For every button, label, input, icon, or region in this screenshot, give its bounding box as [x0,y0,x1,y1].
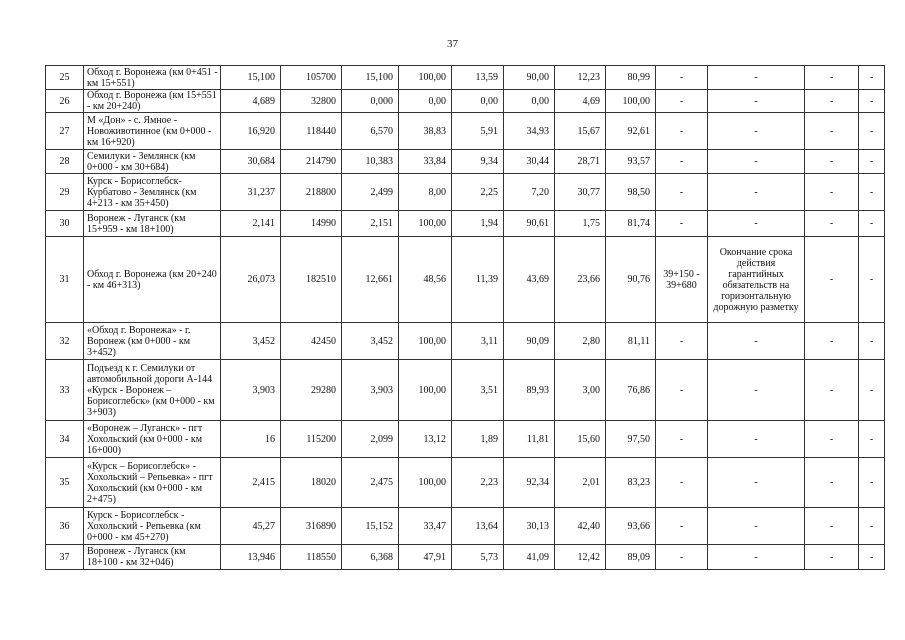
table-row [46,508,885,545]
cell-c12: - [859,174,885,211]
cell-c5: 1,94 [452,211,504,237]
cell-c9: - [656,508,708,545]
cell-c12: - [859,237,885,323]
cell-c4: 47,91 [399,545,452,570]
cell-c11: - [805,211,859,237]
cell-c12: - [859,113,885,150]
road-name: «Обход г. Воронежа» - г. Воронеж (км 0+000 - км 3+452) [84,323,221,360]
cell-c12: - [859,458,885,508]
cell-c1: 13,946 [221,545,281,570]
cell-c1: 3,452 [221,323,281,360]
cell-c1: 30,684 [221,150,281,174]
cell-c12: - [859,421,885,458]
cell-c5: 1,89 [452,421,504,458]
row-number: 27 [46,113,84,150]
cell-c7: 2,01 [555,458,606,508]
cell-c4: 48,56 [399,237,452,323]
cell-c4: 0,00 [399,90,452,113]
cell-c8: 76,86 [606,360,656,421]
cell-c11: - [805,90,859,113]
cell-c2: 115200 [281,421,342,458]
cell-c12: - [859,508,885,545]
cell-c11: - [805,113,859,150]
cell-c8: 100,00 [606,90,656,113]
cell-c11: - [805,421,859,458]
cell-c3: 15,100 [342,66,399,90]
cell-c8: 97,50 [606,421,656,458]
cell-c1: 45,27 [221,508,281,545]
cell-c11: - [805,66,859,90]
cell-c8: 81,74 [606,211,656,237]
table-row [46,150,885,174]
row-number: 31 [46,237,84,323]
cell-c12: - [859,66,885,90]
row-number: 26 [46,90,84,113]
cell-c1: 16,920 [221,113,281,150]
cell-c3: 15,152 [342,508,399,545]
cell-c3: 2,099 [342,421,399,458]
cell-c10: - [708,174,805,211]
cell-c10: - [708,150,805,174]
cell-c5: 2,25 [452,174,504,211]
cell-c2: 42450 [281,323,342,360]
cell-c5: 2,23 [452,458,504,508]
cell-c11: - [805,323,859,360]
cell-c8: 92,61 [606,113,656,150]
cell-c11: - [805,508,859,545]
row-number: 33 [46,360,84,421]
cell-c3: 6,368 [342,545,399,570]
cell-c5: 9,34 [452,150,504,174]
cell-c9: - [656,545,708,570]
cell-c9: - [656,421,708,458]
cell-c4: 38,83 [399,113,452,150]
cell-c10: - [708,360,805,421]
cell-c8: 81,11 [606,323,656,360]
table-row [46,421,885,458]
cell-c10: - [708,545,805,570]
cell-c2: 118440 [281,113,342,150]
cell-km-range: 39+150 - 39+680 [656,237,708,323]
cell-c11: - [805,545,859,570]
cell-c8: 89,09 [606,545,656,570]
row-number: 35 [46,458,84,508]
cell-c10: - [708,458,805,508]
cell-c3: 3,452 [342,323,399,360]
cell-c2: 14990 [281,211,342,237]
cell-c5: 13,64 [452,508,504,545]
cell-c8: 93,57 [606,150,656,174]
table-row [46,66,885,90]
cell-c1: 31,237 [221,174,281,211]
cell-c11: - [805,150,859,174]
cell-c1: 16 [221,421,281,458]
cell-c7: 30,77 [555,174,606,211]
table-row [46,211,885,237]
cell-c3: 10,383 [342,150,399,174]
cell-c6: 90,61 [504,211,555,237]
cell-c3: 12,661 [342,237,399,323]
road-name: Воронеж - Луганск (км 18+100 - км 32+046) [84,545,221,570]
cell-c1: 15,100 [221,66,281,90]
cell-c9: - [656,150,708,174]
cell-c5: 0,00 [452,90,504,113]
table-row [46,360,885,421]
road-name: Обход г. Воронежа (км 15+551 - км 20+240) [84,90,221,113]
cell-c7: 15,67 [555,113,606,150]
cell-c9: - [656,66,708,90]
cell-c11: - [805,360,859,421]
cell-c8: 93,66 [606,508,656,545]
cell-c1: 2,141 [221,211,281,237]
cell-c7: 1,75 [555,211,606,237]
cell-c2: 18020 [281,458,342,508]
cell-note: Окончание срока действия гарантийных обязательств на горизонтальную дорожную разметку [708,237,805,323]
cell-c6: 92,34 [504,458,555,508]
cell-c4: 100,00 [399,458,452,508]
road-name: Курск - Борисоглебск - Хохольский - Репьевка (км 0+000 - км 45+270) [84,508,221,545]
page-number: 37 [447,38,458,50]
cell-c4: 100,00 [399,360,452,421]
table-row [46,90,885,113]
row-number: 36 [46,508,84,545]
table-row [46,113,885,150]
cell-c6: 30,44 [504,150,555,174]
cell-c1: 2,415 [221,458,281,508]
cell-c2: 214790 [281,150,342,174]
table-row [46,174,885,211]
cell-c12: - [859,323,885,360]
road-name: М «Дон» - с. Ямное - Новоживотинное (км 0+000 - км 16+920) [84,113,221,150]
cell-c12: - [859,545,885,570]
cell-c6: 34,93 [504,113,555,150]
cell-c10: - [708,211,805,237]
cell-c6: 7,20 [504,174,555,211]
cell-c2: 118550 [281,545,342,570]
cell-c3: 2,499 [342,174,399,211]
cell-c12: - [859,211,885,237]
row-number: 30 [46,211,84,237]
row-number: 25 [46,66,84,90]
cell-c5: 3,11 [452,323,504,360]
cell-c9: - [656,113,708,150]
cell-c2: 316890 [281,508,342,545]
cell-c10: - [708,90,805,113]
cell-c3: 3,903 [342,360,399,421]
cell-c3: 6,570 [342,113,399,150]
table-body [46,66,885,570]
cell-c5: 11,39 [452,237,504,323]
cell-c9: - [656,174,708,211]
road-name: «Курск – Борисоглебск» - Хохольский – Репьевка» - пгт Хохольский (км 0+000 - км 2+475) [84,458,221,508]
row-number: 29 [46,174,84,211]
cell-c4: 100,00 [399,66,452,90]
road-name: Обход г. Воронежа (км 20+240 - км 46+313) [84,237,221,323]
cell-c3: 0,000 [342,90,399,113]
cell-c8: 90,76 [606,237,656,323]
cell-c10: - [708,508,805,545]
cell-c11: - [805,458,859,508]
cell-c6: 41,09 [504,545,555,570]
cell-c12: - [859,360,885,421]
row-number: 28 [46,150,84,174]
cell-c7: 28,71 [555,150,606,174]
cell-c7: 12,23 [555,66,606,90]
cell-c4: 8,00 [399,174,452,211]
cell-c10: - [708,323,805,360]
cell-c2: 182510 [281,237,342,323]
cell-c2: 29280 [281,360,342,421]
cell-c2: 32800 [281,90,342,113]
road-name: Воронеж - Луганск (км 15+959 - км 18+100) [84,211,221,237]
table-row [46,458,885,508]
cell-c7: 4,69 [555,90,606,113]
cell-c9: - [656,90,708,113]
cell-c4: 13,12 [399,421,452,458]
table-row [46,237,885,323]
cell-c9: - [656,458,708,508]
cell-c7: 12,42 [555,545,606,570]
row-number: 34 [46,421,84,458]
cell-c4: 100,00 [399,323,452,360]
cell-c7: 42,40 [555,508,606,545]
table-row [46,323,885,360]
road-name: «Воронеж – Луганск» - пгт Хохольский (км 0+000 - км 16+000) [84,421,221,458]
cell-c9: - [656,211,708,237]
cell-c11: - [805,237,859,323]
cell-c5: 5,91 [452,113,504,150]
cell-c2: 105700 [281,66,342,90]
cell-c5: 5,73 [452,545,504,570]
road-condition-table [45,65,885,570]
cell-c12: - [859,90,885,113]
row-number: 37 [46,545,84,570]
cell-c7: 15,60 [555,421,606,458]
cell-c4: 33,47 [399,508,452,545]
cell-c1: 4,689 [221,90,281,113]
cell-c10: - [708,113,805,150]
row-number: 32 [46,323,84,360]
cell-c6: 0,00 [504,90,555,113]
road-name: Подъезд к г. Семилуки от автомобильной дороги А-144 «Курск - Воронеж – Борисоглебск» (км 0+000 - км 3+903) [84,360,221,421]
cell-c9: - [656,360,708,421]
cell-c6: 90,00 [504,66,555,90]
cell-c10: - [708,66,805,90]
cell-c6: 89,93 [504,360,555,421]
cell-c4: 33,84 [399,150,452,174]
cell-c5: 3,51 [452,360,504,421]
cell-c8: 80,99 [606,66,656,90]
cell-c7: 2,80 [555,323,606,360]
cell-c6: 90,09 [504,323,555,360]
cell-c10: - [708,421,805,458]
road-name: Обход г. Воронежа (км 0+451 - км 15+551) [84,66,221,90]
cell-c6: 11,81 [504,421,555,458]
cell-c7: 23,66 [555,237,606,323]
cell-c9: - [656,323,708,360]
cell-c3: 2,151 [342,211,399,237]
cell-c6: 43,69 [504,237,555,323]
cell-c5: 13,59 [452,66,504,90]
cell-c11: - [805,174,859,211]
cell-c1: 26,073 [221,237,281,323]
cell-c8: 98,50 [606,174,656,211]
cell-c12: - [859,150,885,174]
cell-c4: 100,00 [399,211,452,237]
cell-c1: 3,903 [221,360,281,421]
table-row [46,545,885,570]
cell-c2: 218800 [281,174,342,211]
cell-c8: 83,23 [606,458,656,508]
road-name: Курск - Борисоглебск-Курбатово - Землянск (км 4+213 - км 35+450) [84,174,221,211]
cell-c7: 3,00 [555,360,606,421]
cell-c6: 30,13 [504,508,555,545]
road-name: Семилуки - Землянск (км 0+000 - км 30+684) [84,150,221,174]
cell-c3: 2,475 [342,458,399,508]
